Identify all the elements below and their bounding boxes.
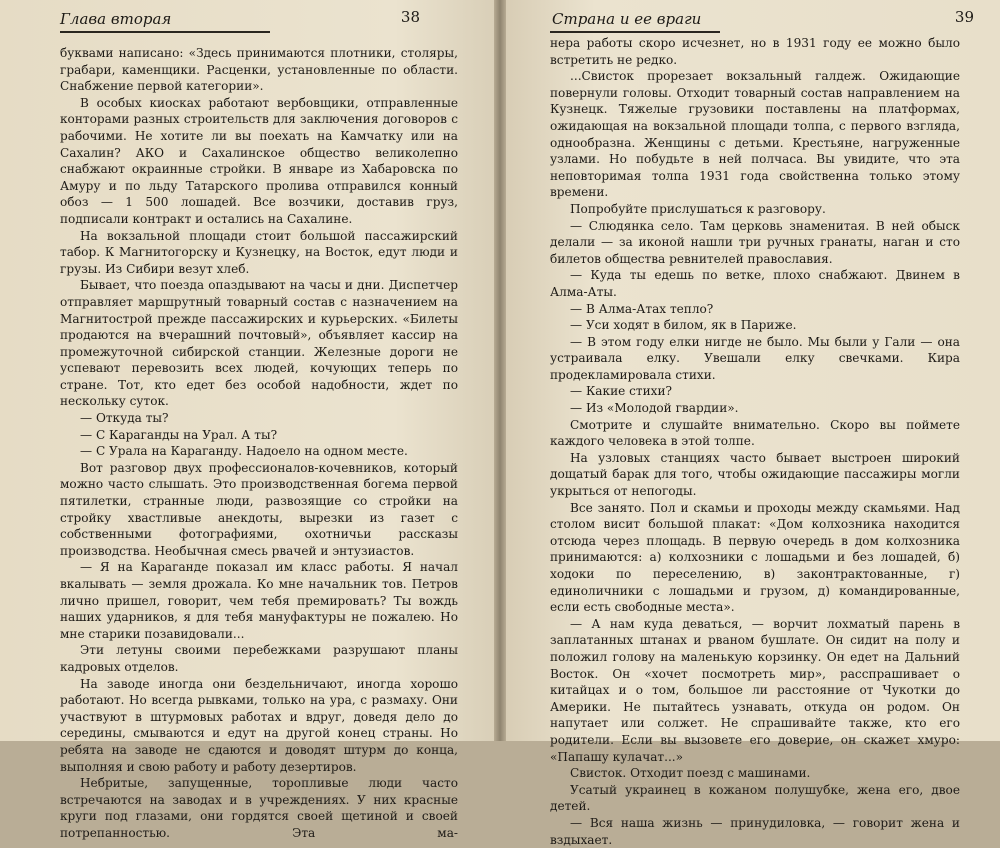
paragraph: Свисток. Отходит поезд с машинами. bbox=[570, 766, 811, 781]
paragraph: На заводе иногда они бездельничают, иногда хорошо работают. Но всегда рывками, только на ура, с размаху. Они участвуют в штурмовых работах и вдруг, доведя дело до середины, смываются и едут на другой конец страны. Но ребята на заводе не сдаются и доводят штурм до конца, выполняя и свою работу и работу дезертиров. bbox=[60, 676, 458, 774]
paragraph: нера работы скоро исчезнет, но в 1931 году ее можно было встретить не редко. bbox=[550, 36, 960, 67]
dialogue-line: — Вся наша жизнь — принудиловка, — говорит жена и вздыхает. bbox=[550, 815, 960, 847]
paragraph: В особых киосках работают вербовщики, отправленные конторами разных строительств для заключения договоров с рабочими. Не хотите ли вы поехать на Камчатку или на Сахалин? АКО и Сахалинское общество великолепно снабжают окраинные стройки. В январе из Хабаровска по Амуру и по льду Татарского пролива отправился конный обоз — 1 500 лошадей. Все возчики, доставив груз, подписали контракт и остались на Сахалине. bbox=[60, 95, 458, 226]
paragraph: Бывает, что поезда опаздывают на часы и дни. Диспетчер отправляет маршрутный товарный состав с назначением на Магнитострой прежде пассажирских и курьерских. «Билеты продаются на вчерашний почтовый», объявляет кассир на промежуточной сибирской станции. Железные дороги не успевают перевозить всех людей, кочующих теперь по стране. Тот, кто едет без особой надобности, ждет по нескольку суток. bbox=[60, 278, 458, 409]
paragraph: ...Свисток прорезает вокзальный галдеж. Ожидающие повернули головы. Отходит товарный состав направлением на Кузнецк. Тяжелые грузовики поставлены на платформах, ожидающая на вокзальной площади толпа, с первого взгляда, однообразна. Женщины с детьми. Крестьяне, нагруженные узлами. Но побудьте в ней полчаса. Вы увидите, что эта неповторимая толпа 1931 года свойственна только этому времени. bbox=[550, 69, 960, 200]
left-page-header bbox=[60, 8, 460, 32]
paragraph: Все занято. Пол и скамьи и проходы между скамьями. Над столом висит большой плакат: «Дом колхозника находится отсюда через площадь. В первую очередь в дом колхозника принимаются: а) колхозники с лошадьми и без лошадей, б) ходоки по переселению, в) законтрактованные, г) единоличники с лошадьми и грузом, д) командированные, если есть свободные места». bbox=[550, 500, 960, 615]
book-gutter bbox=[494, 0, 506, 741]
dialogue-line: — В этом году елки нигде не было. Мы были у Гали — она устраивала елку. Увешали елку свечками. Кира продекламировала стихи. bbox=[550, 334, 960, 382]
dialogue-line: — Я на Караганде показал им класс работы. Я начал вкалывать — земля дрожала. Ко мне начальник тов. Петров лично пришел, говорит, чем тебя премировать? Ты вождь наших ударников, я для тебя мануфактуры не пожалею. Но мне старики позавидовали... bbox=[60, 560, 458, 641]
dialogue-line: — С Урала на Караганду. Надоело на одном месте. bbox=[80, 444, 408, 459]
paragraph: Усатый украинец в кожаном полушубке, жена его, двое детей. bbox=[550, 782, 960, 814]
dialogue-line: — С Караганды на Урал. А ты? bbox=[80, 427, 278, 442]
dialogue-line: — Откуда ты? bbox=[80, 411, 169, 426]
dialogue-line: — Слюдянка село. Там церковь знаменитая. В ней обыск делали — за иконой нашли три ручных гранаты, наган и сто билетов общества ревнителей православия. bbox=[550, 218, 960, 266]
header-rule bbox=[60, 31, 270, 33]
dialogue-line: — Куда ты едешь по ветке, плохо снабжают. Двинем в Алма-Аты. bbox=[550, 268, 960, 299]
paragraph: Попробуйте прислушаться к разговору. bbox=[570, 201, 826, 216]
right-page bbox=[506, 0, 1000, 847]
left-page bbox=[0, 0, 494, 840]
page-number: 39 bbox=[954, 8, 974, 26]
paragraph: Смотрите и слушайте внимательно. Скоро вы поймете каждого человека в этой толпе. bbox=[550, 417, 960, 449]
section-running-title: Страна и ее враги bbox=[552, 10, 702, 28]
paragraph: буквами написано: «Здесь принимаются плотники, столяры, грабари, каменщики. Расценки, установленные по области. Снабжение первой категории». bbox=[60, 46, 458, 94]
chapter-running-title: Глава вторая bbox=[60, 10, 172, 28]
paragraph: На вокзальной площади стоит большой пассажирский табор. К Магнитогорску и Кузнецку, на Восток, едут люди и грузы. Из Сибири везут хлеб. bbox=[60, 228, 458, 276]
page-number: 38 bbox=[400, 8, 420, 26]
paragraph: На узловых станциях часто бывает выстроен широкий дощатый барак для того, чтобы ожидающие пассажиры могли укрыться от непогоды. bbox=[550, 450, 960, 499]
header-rule bbox=[550, 31, 720, 33]
right-page-body bbox=[550, 35, 960, 848]
dialogue-line: — Из «Молодой гвардии». bbox=[570, 401, 739, 416]
right-page-header bbox=[550, 8, 974, 32]
left-page-body bbox=[60, 45, 458, 842]
dialogue-line: — А нам куда деваться, — ворчит лохматый парень в заплатанных штанах и рваном бушлате. Он сидит на полу и положил голову на маленькую корзинку. Он едет на Дальний Восток. Он «хочет посмотреть мир», расспрашивает о китайцах и о том, большое ли расстояние от Чукотки до Америки. Не пытайтесь узнавать, откуда он родом. Он напутает или солжет. Не спрашивайте также, кто его родители. Если вы вызовете его доверие, он скажет хмуро: «Папашу кулачат...» bbox=[550, 616, 960, 764]
dialogue-line: — Уси ходят в билом, як в Париже. bbox=[570, 318, 797, 333]
paragraph: Небритые, запущенные, торопливые люди часто встречаются на заводах и в учреждениях. У них красные круги под глазами, они гордятся своей щетиной и своей потрепанностью. Эта ма- bbox=[60, 776, 458, 840]
dialogue-line: — Какие стихи? bbox=[570, 384, 673, 399]
paragraph: Вот разговор двух профессионалов-кочевников, который можно часто слышать. Это производственная богема первой пятилетки, странные люди, развозящие со стройки на стройку хвастливые анекдоты, вырезки из газет с собственными фотографиями, охотничьи рассказы производства. Необычная смесь рвачей и энтузиастов. bbox=[60, 460, 458, 558]
paragraph: Эти летуны своими перебежками разрушают планы кадровых отделов. bbox=[60, 643, 458, 674]
dialogue-line: — В Алма-Атах тепло? bbox=[570, 301, 714, 316]
